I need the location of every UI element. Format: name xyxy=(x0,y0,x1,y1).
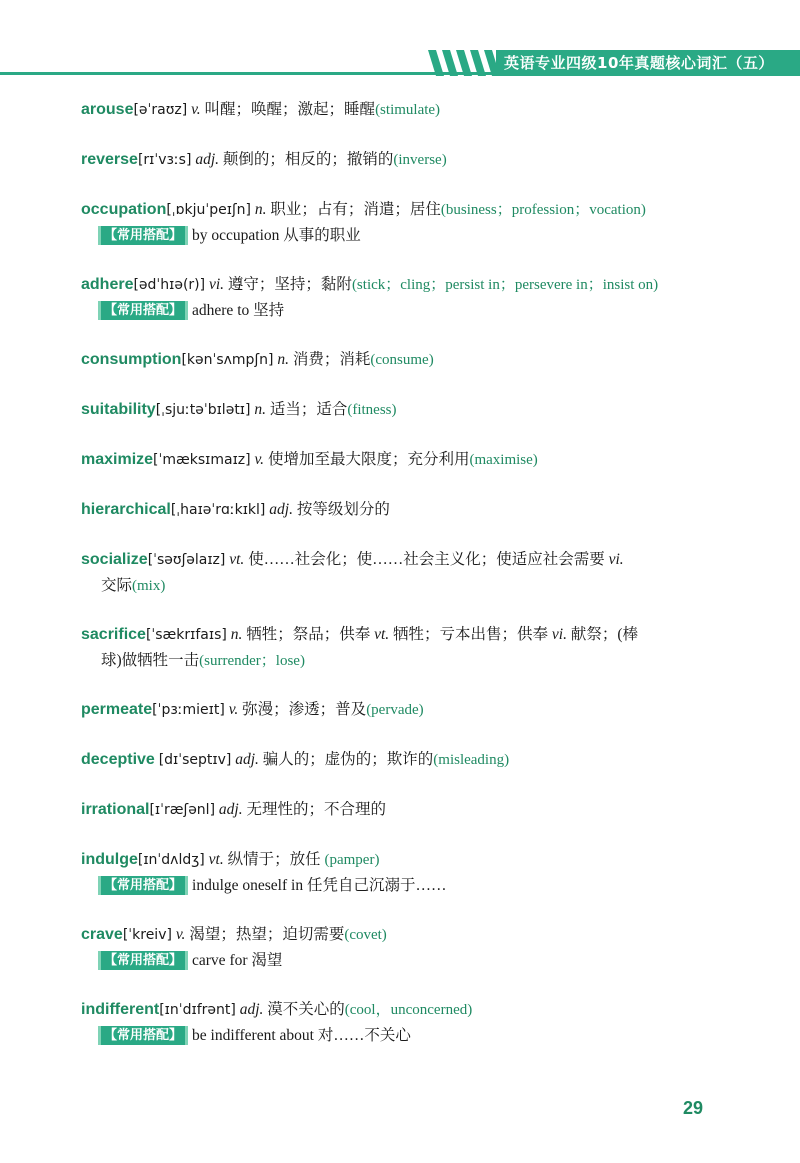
vocabulary-list xyxy=(81,97,721,1072)
collocation: by occupation 从事的职业 xyxy=(192,227,361,244)
part-of-speech: vt. xyxy=(229,551,245,568)
entry-reverse xyxy=(81,147,721,197)
part-of-speech: n. xyxy=(230,626,243,643)
part-of-speech: v. xyxy=(254,451,265,468)
headword: maximize xyxy=(81,451,154,468)
headword: reverse xyxy=(81,151,138,168)
definition: 遵守；坚持；黏附 xyxy=(227,276,352,293)
phonetic: [ˈmæksɪmaɪz] xyxy=(153,452,251,468)
collocation: indulge oneself in 任凭自己沉溺于…… xyxy=(192,877,447,894)
entry-arouse xyxy=(81,97,721,147)
synonyms: (business；profession；vocation) xyxy=(440,202,646,218)
definition: 牺牲；祭品；供奉 xyxy=(246,626,371,643)
synonyms: (fitness) xyxy=(347,402,397,418)
definition: 骗人的；虚伪的；欺诈的 xyxy=(262,751,434,768)
entry-adhere xyxy=(81,272,721,347)
part-of-speech: adj. xyxy=(218,801,243,818)
phonetic: [ɪnˈdɪfrənt] xyxy=(159,1002,236,1018)
collocation-tag: 【常用搭配】 xyxy=(98,951,188,970)
part-of-speech: adj. xyxy=(235,751,259,768)
entry-deceptive xyxy=(81,747,721,797)
synonyms: (pervade) xyxy=(366,702,424,718)
synonyms: (maximise) xyxy=(469,452,538,468)
collocation: be indifferent about 对……不关心 xyxy=(192,1027,411,1044)
phonetic: [ədˈhɪə(r)] xyxy=(133,277,206,293)
headword: adhere xyxy=(81,276,134,293)
headword: arouse xyxy=(81,101,134,118)
synonyms: (cool，unconcerned) xyxy=(344,1002,473,1018)
definition: 弥漫；渗透；普及 xyxy=(242,701,367,718)
headword: consumption xyxy=(81,351,182,368)
entry-indifferent xyxy=(81,997,721,1072)
phonetic: [ˈkreiv] xyxy=(122,927,172,943)
phonetic: [ɪnˈdʌldʒ] xyxy=(137,852,205,868)
headword: irrational xyxy=(81,801,150,818)
headword: socialize xyxy=(81,551,148,568)
phonetic: [ˌsjuːtəˈbɪlətɪ] xyxy=(155,402,251,418)
entry-maximize xyxy=(81,447,721,497)
entry-occupation xyxy=(81,197,721,272)
definition: 无理性的；不合理的 xyxy=(246,801,386,818)
definition-3-continued: 球)做牺牲一击 xyxy=(101,652,200,669)
synonyms: (covet) xyxy=(344,927,387,943)
entry-suitability xyxy=(81,397,721,447)
entry-socialize xyxy=(81,547,721,622)
synonyms: (surrender；lose) xyxy=(199,653,305,669)
definition: 漠不关心的 xyxy=(267,1001,345,1018)
synonyms: (inverse) xyxy=(393,152,447,168)
phonetic: [ˈpɜːmieɪt] xyxy=(152,702,225,718)
section-title: 英语专业四级10年真题核心词汇（五） xyxy=(496,50,800,76)
part-of-speech: v. xyxy=(228,701,239,718)
entry-permeate xyxy=(81,697,721,747)
part-of-speech: n. xyxy=(254,201,267,218)
entry-consumption xyxy=(81,347,721,397)
collocation-tag: 【常用搭配】 xyxy=(98,301,188,320)
definition: 适当；适合 xyxy=(269,401,348,418)
collocation-tag: 【常用搭配】 xyxy=(98,1026,188,1045)
phonetic: [ˌɒkjuˈpeɪʃn] xyxy=(166,202,251,218)
phonetic: [ɪˈræʃənl] xyxy=(149,802,216,818)
headword: sacrifice xyxy=(81,626,146,643)
headword: hierarchical xyxy=(81,501,171,518)
part-of-speech: adj. xyxy=(239,1001,264,1018)
phonetic: [ˌhaɪəˈrɑːkɪkl] xyxy=(170,502,266,518)
collocation-tag: 【常用搭配】 xyxy=(98,876,188,895)
header-stripes-decoration xyxy=(428,50,500,76)
phonetic: [rɪˈvɜːs] xyxy=(137,152,192,168)
phonetic: [əˈraʊz] xyxy=(133,102,188,118)
definition: 渴望；热望；迫切需要 xyxy=(189,926,345,943)
phonetic: [ˈsækrɪfaɪs] xyxy=(145,627,227,643)
phonetic: [dɪˈseptɪv] xyxy=(158,752,232,768)
synonyms: (stimulate) xyxy=(375,102,441,118)
part-of-speech: vi. xyxy=(208,276,225,293)
entry-crave xyxy=(81,922,721,997)
definition: 叫醒；唤醒；激起；睡醒 xyxy=(204,101,376,118)
definition-3: 献祭；(棒 xyxy=(570,626,639,643)
part-of-speech-2: vt. xyxy=(374,626,390,643)
headword: permeate xyxy=(81,701,153,718)
definition: 使……社会化；使……社会主义化；使适应社会需要 xyxy=(248,551,605,568)
part-of-speech: adj. xyxy=(269,501,293,518)
entry-sacrifice xyxy=(81,622,721,697)
headword: suitability xyxy=(81,401,156,418)
definition: 消费；消耗 xyxy=(292,351,371,368)
collocation-tag: 【常用搭配】 xyxy=(98,226,188,245)
part-of-speech: vt. xyxy=(208,851,224,868)
headword: occupation xyxy=(81,201,167,218)
synonyms: (pamper) xyxy=(324,852,380,868)
collocation: adhere to 坚持 xyxy=(192,302,285,319)
part-of-speech: adj. xyxy=(195,151,219,168)
headword: indulge xyxy=(81,851,138,868)
definition-2: 交际 xyxy=(101,577,133,594)
part-of-speech: v. xyxy=(175,926,186,943)
part-of-speech-3: vi. xyxy=(551,626,567,643)
part-of-speech-2: vi. xyxy=(608,551,624,568)
part-of-speech: n. xyxy=(254,401,266,418)
headword: indifferent xyxy=(81,1001,160,1018)
definition: 颠倒的；相反的；撤销的 xyxy=(222,151,394,168)
headword: deceptive xyxy=(81,751,155,768)
definition: 使增加至最大限度；充分利用 xyxy=(267,451,470,468)
phonetic: [ˈsəʊʃəlaɪz] xyxy=(147,552,226,568)
entry-irrational xyxy=(81,797,721,847)
definition-2: 牺牲；亏本出售；供奉 xyxy=(393,626,549,643)
part-of-speech: v. xyxy=(191,101,201,118)
synonyms: (mix) xyxy=(132,578,166,594)
synonyms: (misleading) xyxy=(433,752,510,768)
synonyms: (stick；cling；persist in；persevere in；insist on) xyxy=(351,277,659,293)
definition: 按等级划分的 xyxy=(296,501,390,518)
headword: crave xyxy=(81,926,123,943)
phonetic: [kənˈsʌmpʃn] xyxy=(181,352,274,368)
definition: 纵情于；放任 xyxy=(227,851,321,868)
synonyms: (consume) xyxy=(370,352,434,368)
part-of-speech: n. xyxy=(277,351,289,368)
collocation: carve for 渴望 xyxy=(192,952,283,969)
page-number: 29 xyxy=(682,1098,703,1118)
entry-indulge xyxy=(81,847,721,922)
definition: 职业；占有；消遣；居住 xyxy=(270,201,441,218)
entry-hierarchical xyxy=(81,497,721,547)
